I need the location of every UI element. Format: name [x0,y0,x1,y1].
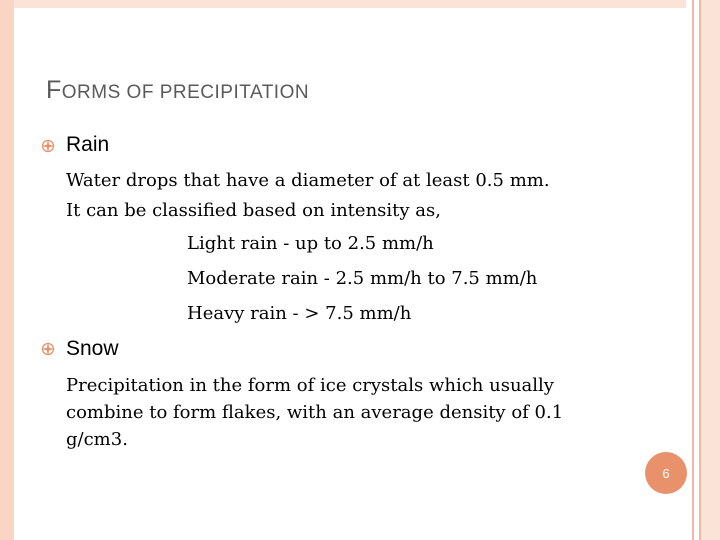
compass-rose-icon [41,139,55,153]
slide-title [46,76,309,105]
snow-description-line-3: g/cm3. [66,429,128,450]
title-rest: ORMS OF PRECIPITATION [61,82,310,103]
page-number-badge: 6 [645,452,687,494]
frame-left-border [0,0,14,540]
rain-intensity-heavy: Heavy rain - > 7.5 mm/h [187,303,412,324]
rain-description-line-2: It can be classified based on intensity as, [66,200,441,221]
rain-description-line-1: Water drops that have a diameter of at least 0.5 mm. [66,170,550,191]
frame-top-border [0,0,720,8]
rain-heading: Rain [66,133,110,156]
snow-description-line-2: combine to form flakes, with an average density of 0.1 [66,402,564,423]
snow-heading: Snow [66,337,119,360]
title-first-letter: F [46,76,62,104]
rain-intensity-light: Light rain - up to 2.5 mm/h [187,233,434,254]
compass-rose-icon [41,342,55,356]
rain-intensity-moderate: Moderate rain - 2.5 mm/h to 7.5 mm/h [187,268,538,289]
snow-description-line-1: Precipitation in the form of ice crystals which usually [66,375,554,396]
frame-right-border [686,0,720,540]
